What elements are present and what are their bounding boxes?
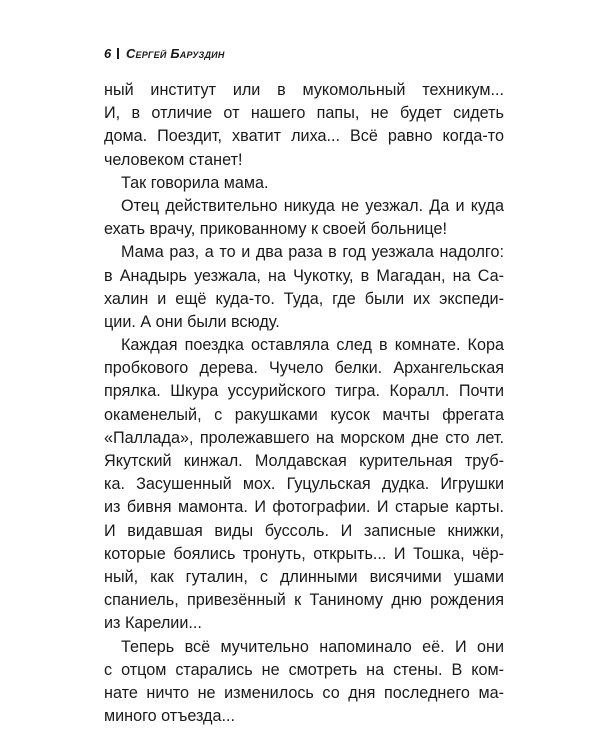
text-line: в Анадырь уезжала, на Чукотку, в Магадан, на Са-: [104, 266, 504, 285]
text-line: из Карелии...: [104, 614, 202, 633]
body-text: [104, 79, 504, 728]
text-line: спаниель, привезённый к Таниному дню рождения: [104, 591, 504, 610]
text-line: Мама раз, а то и два раза в год уезжала надолго:: [121, 243, 504, 262]
text-line: ехать врачу, прикованному к своей больнице!: [104, 220, 447, 239]
text-line: дома. Поездит, хватит лиха... Всё равно когда-то: [104, 127, 504, 146]
header-separator: [117, 48, 119, 59]
author-name: Сергей Баруздин: [125, 46, 225, 61]
text-line: человеком станет!: [104, 150, 243, 169]
text-line: миного отъезда...: [104, 707, 235, 726]
text-line: Якутский кинжал. Молдавская курительная труб-: [104, 452, 504, 470]
text-line: Отец действительно никуда не уезжал. Да и куда: [121, 196, 504, 215]
text-line: халин и ещё куда-то. Туда, где были их экспеди-: [104, 289, 504, 308]
text-line: пробкового дерева. Чучело белки. Архангельская: [104, 359, 504, 378]
text-line: окаменелый, с ракушками кусок мачты фрегата: [104, 405, 504, 424]
text-line: прялка. Шкура уссурийского тигра. Коралл. Почти: [104, 382, 504, 401]
text-line: которые боялись тронуть, открыть... И Тошка, чёр-: [104, 544, 504, 563]
text-line: ный институт или в мукомольный техникум...: [104, 81, 504, 99]
text-line: ции. А они были всюду.: [104, 312, 280, 331]
text-line: И видавшая виды буссоль. И записные книжки,: [104, 521, 504, 540]
text-line: И, в отличие от нашего папы, не будет сидеть: [104, 104, 504, 123]
text-line: Каждая поездка оставляла след в комнате. Кора: [121, 336, 504, 355]
text-line: «Паллада», пролежавшего на морском дне сто лет.: [104, 428, 504, 447]
page-number: 6: [104, 46, 112, 61]
text-line: из бивня мамонта. И фотографии. И старые карты.: [104, 498, 504, 517]
text-line: Так говорила мама.: [121, 173, 269, 192]
text-line: ка. Засушенный мох. Гуцульская дудка. Игрушки: [104, 475, 504, 494]
text-line: нате ничто не изменилось со дня последнего ма-: [104, 683, 504, 702]
text-line: ный, как гуталин, с длинными висячими ушами: [104, 567, 504, 586]
running-header: [104, 46, 225, 61]
text-line: с отцом старались не смотреть на стены. В ком-: [104, 660, 504, 679]
text-line: Теперь всё мучительно напоминало её. И они: [121, 637, 504, 656]
